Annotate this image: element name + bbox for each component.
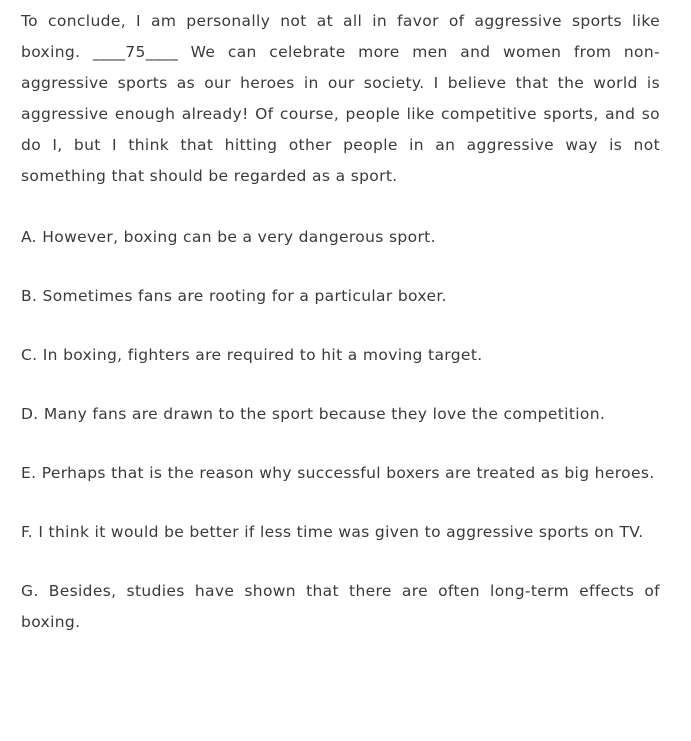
passage-paragraph: To conclude, I am personally not at all in favor of aggressive sports like boxing. ____75____ We can celebrate more men and women from non-aggressive sports as our heroes in our society. I believe that the world is aggressive enough already! Of course, people like competitive sports, and so do I, but I think that hitting other people in an aggressive way is not something that should be regarded as a sport. [21,12,660,185]
document-body [21,6,660,666]
option-b: B. Sometimes fans are rooting for a particular boxer. [21,287,447,305]
option-d: D. Many fans are drawn to the sport because they love the competition. [21,405,606,423]
option-c: C. In boxing, fighters are required to hit a moving target. [21,346,483,364]
option-e: E. Perhaps that is the reason why successful boxers are treated as big heroes. [21,464,655,482]
options-list [21,222,660,638]
option-g: G. Besides, studies have shown that there are often long-term effects of boxing. [21,582,660,631]
option-a: A. However, boxing can be a very dangerous sport. [21,228,436,246]
option-f: F. I think it would be better if less time was given to aggressive sports on TV. [21,523,644,541]
